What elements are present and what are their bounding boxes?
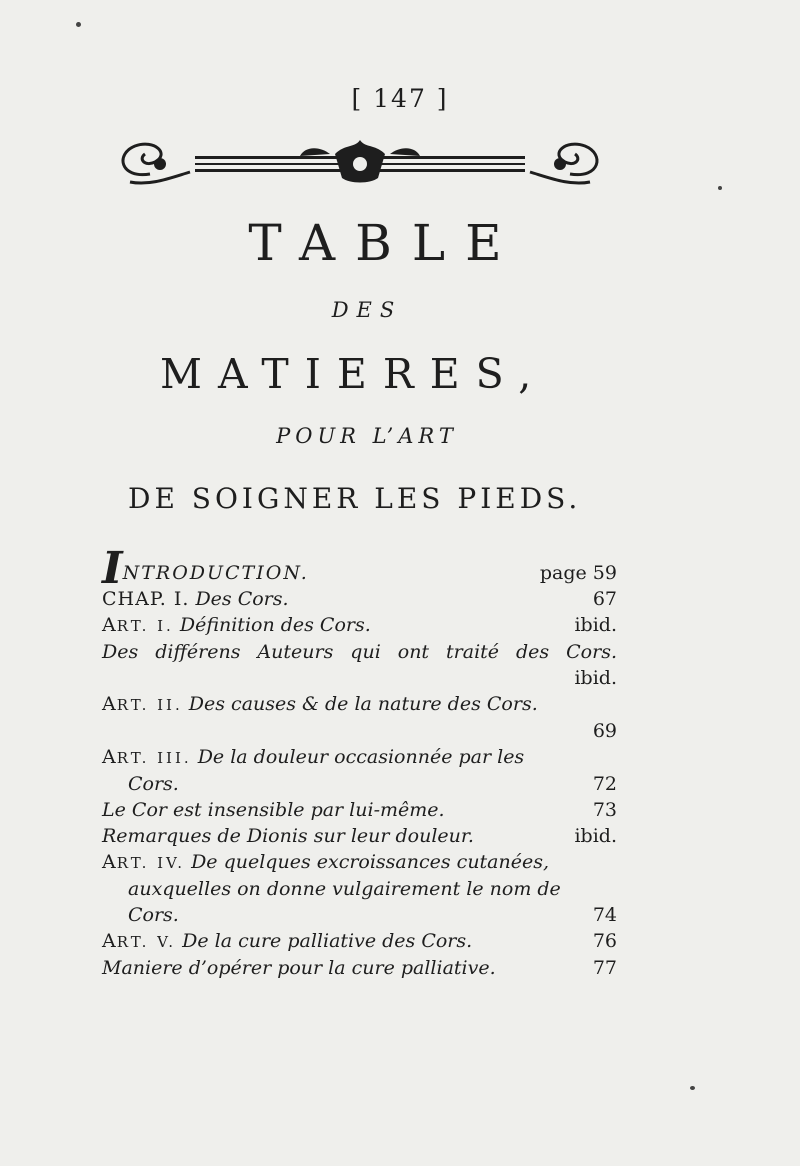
ink-speck	[718, 186, 722, 190]
toc-entry-article-2: ART. II. Des causes & de la nature des Cors. 69	[102, 693, 617, 742]
drop-cap: I	[102, 543, 123, 594]
toc-entry-article-4: ART. IV. De quelques excroissances cutanées, auxquelles on donne vulgairement le nom de Cors. 74	[102, 851, 617, 926]
page-number: [ 147 ]	[351, 84, 449, 113]
toc-page-number: ibid.	[574, 614, 617, 636]
toc-entry-article-5: ART. V. De la cure palliative des Cors. 76	[102, 930, 617, 952]
toc-entry-maniere: Maniere d’opérer pour la cure palliative. 77	[102, 957, 617, 979]
table-of-contents	[102, 543, 617, 981]
toc-page-number: 74	[592, 904, 617, 926]
toc-entry-insensible: Le Cor est insensible par lui-même. 73	[102, 799, 617, 821]
title-de-soigner: DE SOIGNER LES PIEDS.	[128, 482, 582, 515]
toc-entry-auteurs: Des différens Auteurs qui ont traité des Cors. ibid.	[102, 641, 617, 689]
toc-page-number: 67	[592, 588, 617, 610]
toc-page-number: page 59	[539, 562, 617, 584]
ornament-headpiece	[110, 134, 610, 194]
title-pour-l-art: POUR L’ART	[276, 424, 458, 448]
toc-entry-article-1: ART. I. Définition des Cors. ibid.	[102, 614, 617, 636]
toc-page-number: 76	[592, 930, 617, 952]
title-matieres: MATIERES,	[160, 350, 548, 398]
ink-speck	[76, 22, 81, 27]
toc-entry-chapter-1: CHAP. I. Des Cors. 67	[102, 588, 617, 610]
title-des: DES	[331, 298, 403, 322]
ink-speck	[690, 1086, 695, 1090]
toc-page-number: 72	[592, 773, 617, 795]
toc-page-number: ibid.	[574, 825, 617, 847]
title-table: TABLE	[248, 214, 522, 272]
toc-entry-dionis: Remarques de Dionis sur leur douleur. ibid.	[102, 825, 617, 847]
toc-page-number: 77	[592, 957, 617, 979]
toc-entry-introduction: INTRODUCTION. page 59	[102, 543, 617, 594]
toc-page-number: 73	[592, 799, 617, 821]
toc-entry-article-3: ART. III. De la douleur occasionnée par les Cors. 72	[102, 746, 617, 795]
toc-page-number: 69	[592, 720, 617, 742]
toc-page-number: ibid.	[574, 667, 617, 689]
